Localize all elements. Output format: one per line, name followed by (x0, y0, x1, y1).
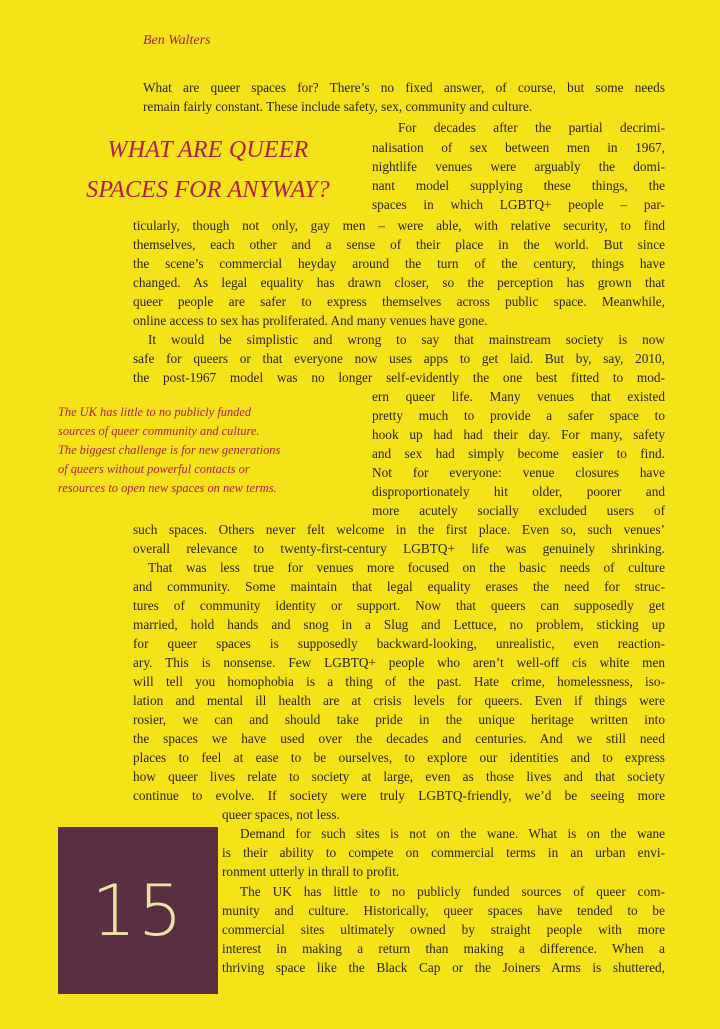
body-line: married, hold hands and snog in a Slug and Lettuce, no problem, sticking up (133, 617, 665, 632)
body-line: pretty much to provide a safer space to (372, 408, 665, 423)
body-line: nant model supplying these things, the (372, 178, 665, 193)
page-number-badge (58, 827, 218, 994)
headline (58, 130, 358, 210)
pull-quote-line: The UK has little to no publicly funded (58, 405, 252, 419)
body-line: for queer spaces is supposedly backward-looking, unrealistic, even reaction- (133, 636, 665, 651)
body-line: lation and mental ill health are at crisis levels for queers. Even if things were (133, 693, 665, 708)
body-line: more acutely socially excluded users of (372, 503, 665, 518)
body-line: the spaces we have used over the decades and centuries. And we still need (133, 731, 665, 746)
body-line: spaces in which LGBTQ+ people – par- (372, 197, 665, 212)
body-line: What are queer spaces for? There’s no fixed answer, of course, but some needs (143, 80, 665, 95)
author-name: Ben Walters (143, 33, 211, 48)
pull-quote-line: sources of queer community and culture. (58, 424, 260, 438)
body-line: and community. Some maintain that legal equality erases the need for struc- (133, 579, 665, 594)
body-line: Not for everyone: venue closures have (372, 465, 665, 480)
body-line: interest in making a return than making a difference. When a (222, 941, 665, 956)
body-line: nalisation of sex between men in 1967, (372, 140, 665, 155)
body-line: remain fairly constant. These include safety, sex, community and culture. (143, 99, 533, 114)
body-line: the scene’s commercial heyday around the turn of the century, things have (133, 256, 665, 271)
headline-line: SPACES FOR ANYWAY? (86, 177, 330, 203)
body-line: tures of community identity or support. Now that queers can supposedly get (133, 598, 665, 613)
pull-quote (58, 403, 358, 498)
body-line: continue to evolve. If society were truly LGBTQ-friendly, we’d be seeing more (133, 788, 665, 803)
body-line: ern queer life. Many venues that existed (372, 389, 665, 404)
body-line: rosier, we can and should take pride in the unique heritage written into (133, 712, 665, 727)
body-line: The UK has little to no publicly funded sources of queer com- (240, 884, 665, 899)
body-line: such spaces. Others never felt welcome in the first place. Even so, such venues’ (133, 522, 665, 537)
body-line: queer spaces, not less. (222, 807, 340, 822)
body-line: safe for queers or that everyone now uses apps to get laid. But by, say, 2010, (133, 351, 665, 366)
body-line: is their ability to compete on commercial terms in an urban envi- (222, 845, 665, 860)
body-line: queer people are safer to express themselves across public space. Meanwhile, (133, 294, 665, 309)
page-number: 15 (91, 869, 185, 952)
body-line: nightlife venues were arguably the domi- (372, 159, 665, 174)
pull-quote-line: of queers without powerful contacts or (58, 462, 250, 476)
body-line: disproportionately hit older, poorer and (372, 484, 665, 499)
body-line: will tell you homophobia is a thing of the past. Hate crime, homelessness, iso- (133, 674, 665, 689)
body-line: changed. As legal equality has drawn closer, so the perception has grown that (133, 275, 665, 290)
body-line: places to feel at ease to be ourselves, to explore our identities and to express (133, 750, 665, 765)
body-line: thriving space like the Black Cap or the Joiners Arms is shuttered, (222, 960, 665, 975)
body-line: ary. This is nonsense. Few LGBTQ+ people who aren’t well-off cis white men (133, 655, 665, 670)
body-line: For decades after the partial decrimi- (398, 120, 665, 135)
body-line: ronment utterly in thrall to profit. (222, 864, 400, 879)
body-line: ticularly, though not only, gay men – were able, with relative security, to find (133, 218, 665, 233)
body-line: online access to sex has proliferated. And many venues have gone. (133, 313, 488, 328)
headline-line: WHAT ARE QUEER (107, 137, 309, 163)
body-line: commercial sites ultimately owned by straight people with more (222, 922, 665, 937)
body-line: the post-1967 model was no longer self-evidently the one best fitted to mod- (133, 370, 665, 385)
pull-quote-line: resources to open new spaces on new terms. (58, 481, 277, 495)
body-line: how queer lives relate to society at large, even as those lives and that society (133, 769, 665, 784)
body-line: hook up had had their day. For many, safety (372, 427, 665, 442)
body-line: and sex had simply become easier to find. (372, 446, 665, 461)
body-line: overall relevance to twenty-first-century LGBTQ+ life was genuinely shrinking. (133, 541, 665, 556)
body-line: It would be simplistic and wrong to say that mainstream society is now (148, 332, 665, 347)
body-line: themselves, each other and a sense of their place in the world. But since (133, 237, 665, 252)
body-line: Demand for such sites is not on the wane. What is on the wane (240, 826, 665, 841)
body-line: munity and culture. Historically, queer spaces have tended to be (222, 903, 665, 918)
pull-quote-line: The biggest challenge is for new generations (58, 443, 281, 457)
body-line: That was less true for venues more focused on the basic needs of culture (148, 560, 665, 575)
